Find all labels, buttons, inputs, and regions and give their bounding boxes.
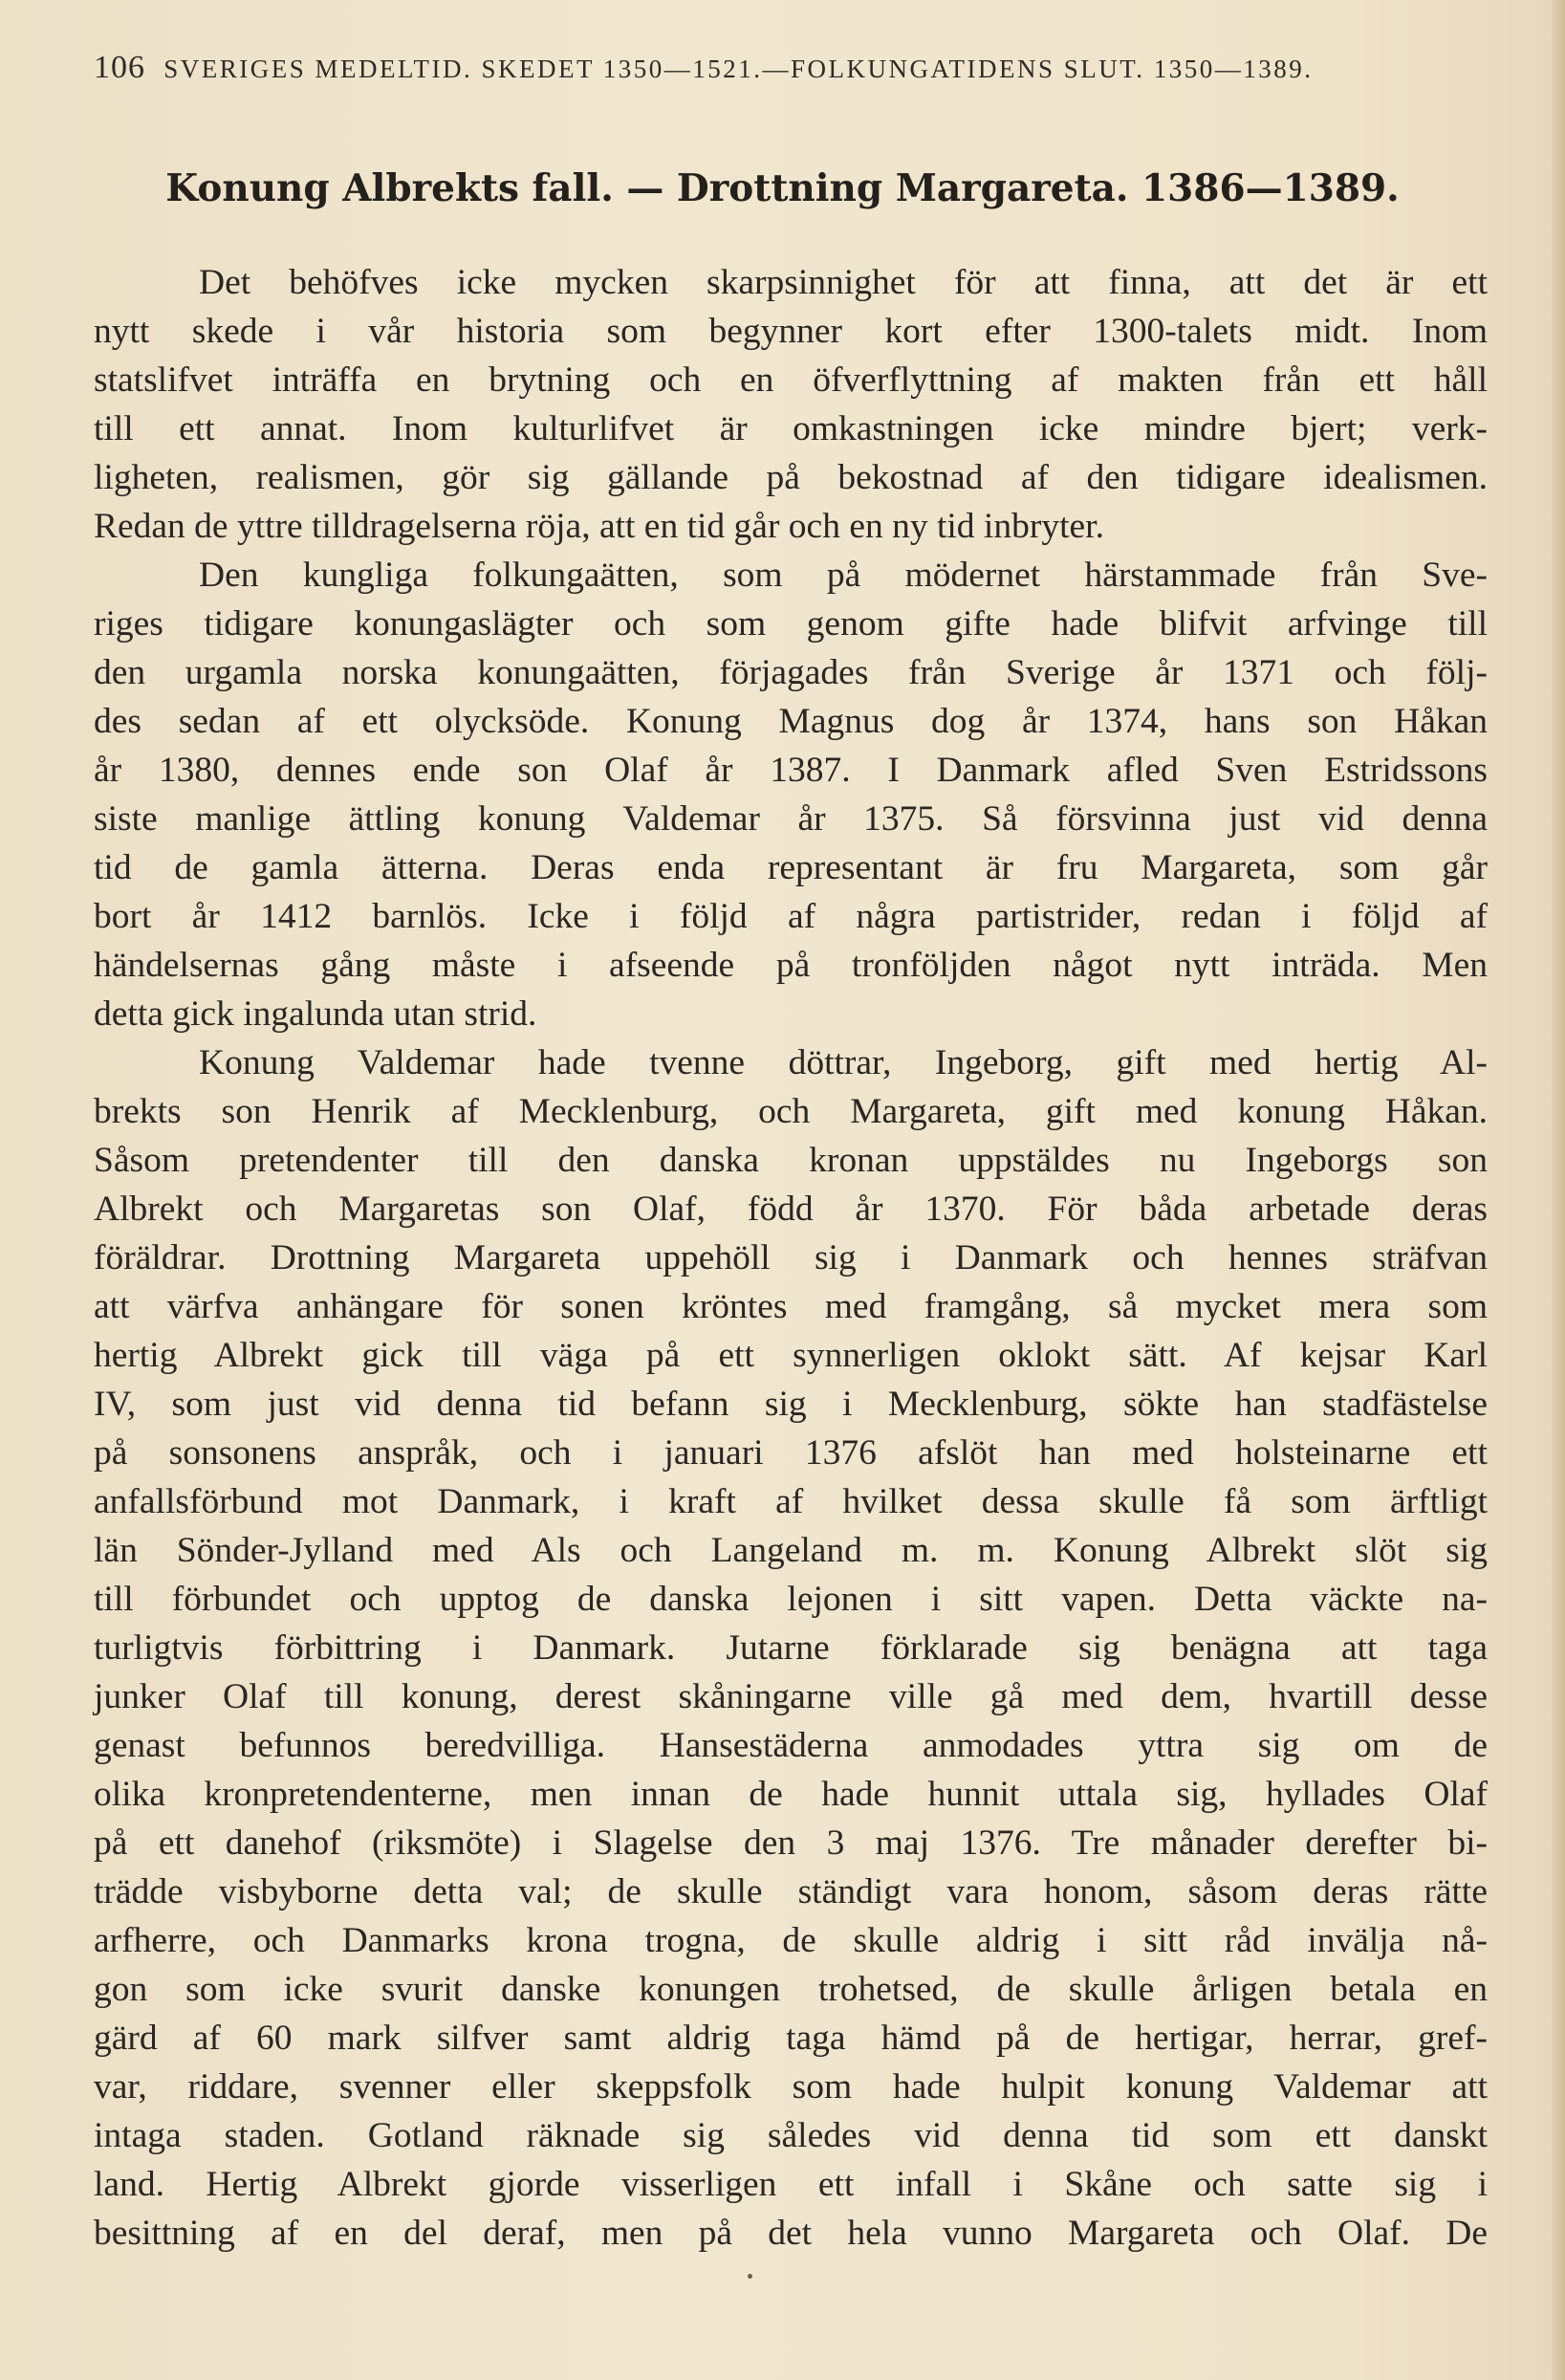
text-line: des sedan af ett olycksöde. Konung Magnus dog år 1374, hans son Håkan <box>94 702 1488 741</box>
text-line: gärd af 60 mark silfver samt aldrig taga hämd på de hertigar, herrar, gref- <box>94 2019 1488 2058</box>
text-line: år 1380, dennes ende son Olaf år 1387. I Danmark afled Sven Estridssons <box>94 751 1488 790</box>
text-line: var, riddare, svenner eller skeppsfolk som hade hulpit konung Valdemar att <box>94 2067 1488 2107</box>
text-line: på ett danehof (riksmöte) i Slagelse den 3 maj 1376. Tre månader derefter bi- <box>94 1823 1488 1863</box>
text-line: föräldrar. Drottning Margareta uppehöll sig i Danmark och hennes sträfvan <box>94 1238 1488 1277</box>
text-line: Konung Valdemar hade tvenne döttrar, Ingeborg, gift med hertig Al- <box>199 1043 1488 1082</box>
text-line: land. Hertig Albrekt gjorde visserligen ett infall i Skåne och satte sig i <box>94 2165 1488 2204</box>
text-line: statslifvet inträffa en brytning och en öfverflyttning af makten från ett håll <box>94 360 1488 400</box>
text-line: besittning af en del deraf, men på det hela vunno Margareta och Olaf. De <box>94 2214 1488 2253</box>
text-line: att värfva anhängare för sonen kröntes med framgång, så mycket mera som <box>94 1287 1488 1326</box>
text-line: Såsom pretendenter till den danska kronan uppstäldes nu Ingeborgs son <box>94 1141 1488 1180</box>
text-line: till ett annat. Inom kulturlifvet är omkastningen icke mindre bjert; verk- <box>94 409 1488 448</box>
text-line: brekts son Henrik af Mecklenburg, och Margareta, gift med konung Håkan. <box>94 1092 1488 1131</box>
text-line: händelsernas gång måste i afseende på tronföljden något nytt inträda. Men <box>94 946 1488 985</box>
text-line: ligheten, realismen, gör sig gällande på bekostnad af den tidigare idealismen. <box>94 458 1488 497</box>
text-line: län Sönder-Jylland med Als och Langeland m. m. Konung Albrekt slöt sig <box>94 1531 1488 1570</box>
text-line: intaga staden. Gotland räknade sig således vid denna tid som ett danskt <box>94 2116 1488 2155</box>
running-title: SVERIGES MEDELTID. SKEDET 1350—1521.—FOLKUNGATIDENS SLUT. 1350—1389. <box>163 55 1314 83</box>
text-line: Den kungliga folkungaätten, som på mödernet härstammade från Sve- <box>199 556 1488 595</box>
text-line: Redan de yttre tilldragelserna röja, att en tid går och en ny tid inbryter. <box>94 507 1104 546</box>
text-line: på sonsonens anspråk, och i januari 1376 afslöt han med holsteinarne ett <box>94 1433 1488 1473</box>
text-line: siste manlige ättling konung Valdemar år 1375. Så försvinna just vid denna <box>94 799 1488 839</box>
text-line: nytt skede i vår historia som begynner kort efter 1300-talets midt. Inom <box>94 312 1488 351</box>
body-text <box>94 258 1488 2258</box>
page-edge <box>1552 0 1565 2380</box>
page-number: 106 <box>94 50 145 85</box>
text-line: detta gick ingalunda utan strid. <box>94 994 537 1034</box>
print-speck <box>748 2274 752 2279</box>
text-line: hertig Albrekt gick till väga på ett synnerligen oklokt sätt. Af kejsar Karl <box>94 1336 1488 1375</box>
text-line: till förbundet och upptog de danska lejonen i sitt vapen. Detta väckte na- <box>94 1580 1488 1619</box>
text-line: riges tidigare konungaslägter och som genom gifte hade blifvit arfvinge till <box>94 604 1488 644</box>
text-line: turligtvis förbittring i Danmark. Jutarne förklarade sig benägna att taga <box>94 1628 1488 1668</box>
text-line: junker Olaf till konung, derest skåningarne ville gå med dem, hvartill desse <box>94 1677 1488 1716</box>
text-line: olika kronpretendenterne, men innan de hade hunnit uttala sig, hyllades Olaf <box>94 1775 1488 1814</box>
text-line: Albrekt och Margaretas son Olaf, född år 1370. För båda arbetade deras <box>94 1190 1488 1229</box>
text-line: tid de gamla ätterna. Deras enda representant är fru Margareta, som går <box>94 848 1488 887</box>
chapter-title: Konung Albrekts fall. — Drottning Margareta. 1386—1389. <box>165 166 1400 210</box>
text-line: genast befunnos beredvilliga. Hansestäderna anmodades yttra sig om de <box>94 1726 1488 1765</box>
running-header <box>94 50 1489 86</box>
text-line: trädde visbyborne detta val; de skulle ständigt vara honom, såsom deras rätte <box>94 1872 1488 1911</box>
text-line: arfherre, och Danmarks krona trogna, de skulle aldrig i sitt råd invälja nå- <box>94 1921 1488 1960</box>
text-line: den urgamla norska konungaätten, förjagades från Sverige år 1371 och följ- <box>94 653 1488 692</box>
text-line: IV, som just vid denna tid befann sig i Mecklenburg, sökte han stadfästelse <box>94 1385 1488 1424</box>
text-line: Det behöfves icke mycken skarpsinnighet för att finna, att det är ett <box>199 263 1488 302</box>
text-line: gon som icke svurit danske konungen trohetsed, de skulle årligen betala en <box>94 1970 1488 2009</box>
text-line: bort år 1412 barnlös. Icke i följd af några partistrider, redan i följd af <box>94 897 1488 936</box>
text-line: anfallsförbund mot Danmark, i kraft af hvilket dessa skulle få som ärftligt <box>94 1482 1488 1521</box>
